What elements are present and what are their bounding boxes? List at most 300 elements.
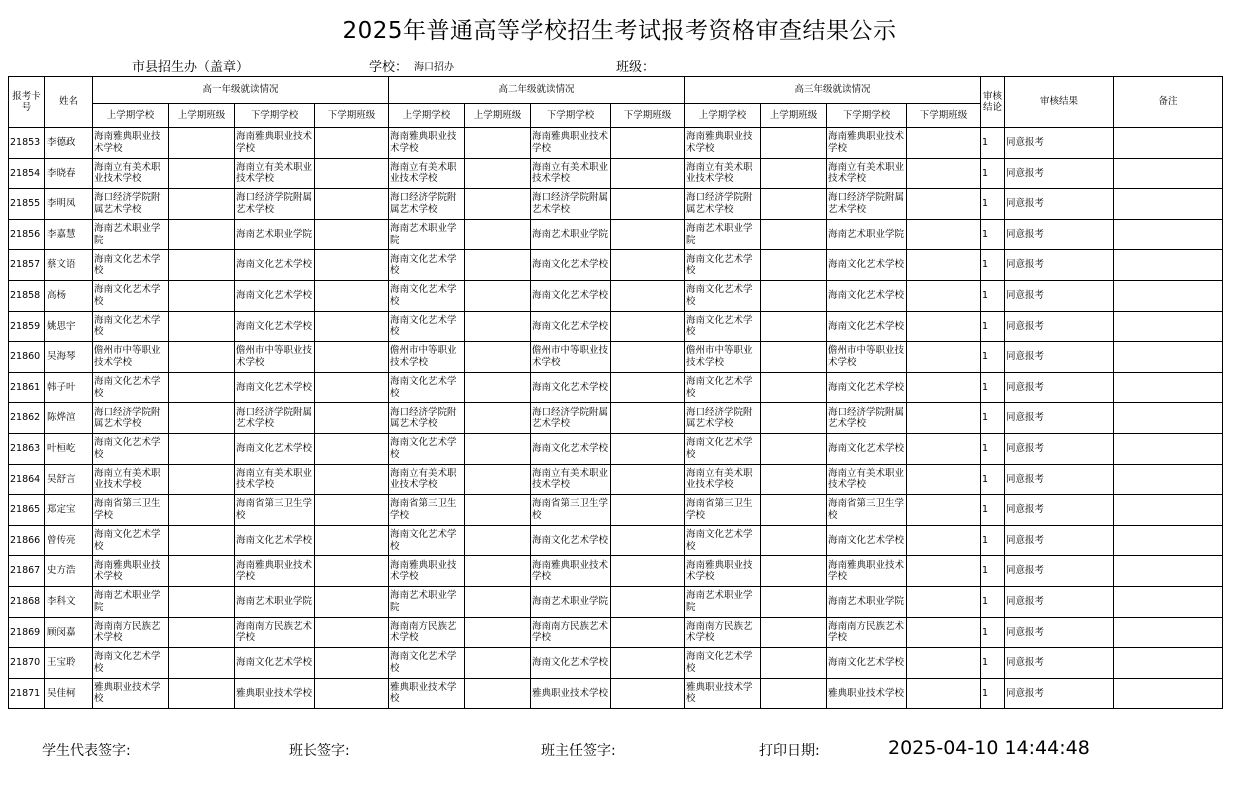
lower-class-cell — [907, 342, 981, 373]
upper-class-cell — [761, 403, 827, 434]
col-name-header: 姓名 — [45, 77, 93, 128]
student-rep-signature: 学生代表签字: — [42, 743, 131, 759]
upper-class-cell — [169, 219, 235, 250]
lower-school-cell: 海南立有美术职业技术学校 — [827, 158, 907, 189]
upper-class-cell — [761, 128, 827, 159]
upper-class-cell — [761, 342, 827, 373]
lower-class-cell — [907, 250, 981, 281]
note-cell — [1114, 403, 1223, 434]
result-cell: 同意报考 — [1005, 586, 1114, 617]
upper-class-cell — [169, 250, 235, 281]
sub-header: 下学期班级 — [315, 104, 389, 128]
lower-class-cell — [611, 280, 685, 311]
upper-school-cell: 海南立有美术职业技术学校 — [389, 464, 465, 495]
lower-class-cell — [907, 280, 981, 311]
upper-class-cell — [761, 158, 827, 189]
note-cell — [1114, 648, 1223, 679]
upper-class-cell — [169, 158, 235, 189]
lower-class-cell — [907, 403, 981, 434]
lower-class-cell — [611, 678, 685, 709]
upper-class-cell — [169, 372, 235, 403]
upper-school-cell: 海南省第三卫生学校 — [93, 495, 169, 526]
result-cell: 同意报考 — [1005, 342, 1114, 373]
upper-school-cell: 海南文化艺术学校 — [93, 311, 169, 342]
upper-school-cell: 海口经济学院附属艺术学校 — [685, 189, 761, 220]
lower-class-cell — [907, 372, 981, 403]
upper-school-cell: 海南文化艺术学校 — [685, 311, 761, 342]
result-cell: 同意报考 — [1005, 372, 1114, 403]
lower-class-cell — [611, 219, 685, 250]
student-name-cell: 史方浩 — [45, 556, 93, 587]
card-number-cell: 21856 — [9, 219, 45, 250]
upper-school-cell: 雅典职业技术学校 — [389, 678, 465, 709]
note-cell — [1114, 128, 1223, 159]
table-row — [9, 617, 1223, 648]
lower-class-cell — [315, 433, 389, 464]
lower-school-cell: 海南艺术职业学院 — [827, 586, 907, 617]
table-row — [9, 586, 1223, 617]
lower-school-cell: 海南文化艺术学校 — [235, 250, 315, 281]
lower-school-cell: 海南文化艺术学校 — [827, 648, 907, 679]
result-cell: 同意报考 — [1005, 128, 1114, 159]
lower-school-cell: 海南雅典职业技术学校 — [531, 128, 611, 159]
lower-class-cell — [907, 189, 981, 220]
lower-class-cell — [611, 648, 685, 679]
upper-class-cell — [169, 433, 235, 464]
upper-class-cell — [761, 250, 827, 281]
lower-class-cell — [611, 464, 685, 495]
card-number-cell: 21865 — [9, 495, 45, 526]
verdict-cell: 1 — [981, 158, 1005, 189]
results-table — [8, 76, 1223, 709]
sub-header: 上学期学校 — [389, 104, 465, 128]
col-verdict-header: 审核结论 — [981, 77, 1005, 128]
upper-school-cell: 海南立有美术职业技术学校 — [685, 464, 761, 495]
lower-class-cell — [907, 128, 981, 159]
upper-class-cell — [761, 556, 827, 587]
card-number-cell: 21857 — [9, 250, 45, 281]
sub-header: 下学期班级 — [611, 104, 685, 128]
upper-class-cell — [761, 678, 827, 709]
student-name-cell: 顾闵嘉 — [45, 617, 93, 648]
upper-school-cell: 海南文化艺术学校 — [389, 433, 465, 464]
upper-class-cell — [761, 464, 827, 495]
student-name-cell: 李明凤 — [45, 189, 93, 220]
lower-school-cell: 海口经济学院附属艺术学校 — [235, 189, 315, 220]
upper-school-cell: 海南文化艺术学校 — [389, 372, 465, 403]
sub-header: 下学期学校 — [531, 104, 611, 128]
table-row — [9, 128, 1223, 159]
card-number-cell: 21864 — [9, 464, 45, 495]
lower-class-cell — [907, 648, 981, 679]
upper-school-cell: 海南文化艺术学校 — [93, 250, 169, 281]
upper-class-cell — [761, 189, 827, 220]
print-date-label: 打印日期: — [759, 743, 820, 759]
lower-school-cell: 海南雅典职业技术学校 — [235, 128, 315, 159]
lower-class-cell — [907, 495, 981, 526]
upper-school-cell: 海南艺术职业学院 — [389, 219, 465, 250]
lower-class-cell — [907, 586, 981, 617]
lower-school-cell: 海南雅典职业技术学校 — [531, 556, 611, 587]
note-cell — [1114, 158, 1223, 189]
verdict-cell: 1 — [981, 556, 1005, 587]
upper-class-cell — [465, 128, 531, 159]
student-name-cell: 姚思宇 — [45, 311, 93, 342]
verdict-cell: 1 — [981, 617, 1005, 648]
lower-school-cell: 雅典职业技术学校 — [827, 678, 907, 709]
lower-class-cell — [611, 342, 685, 373]
upper-class-cell — [465, 403, 531, 434]
verdict-cell: 1 — [981, 495, 1005, 526]
upper-class-cell — [169, 648, 235, 679]
lower-school-cell: 海南南方民族艺术学校 — [531, 617, 611, 648]
table-row — [9, 403, 1223, 434]
upper-school-cell: 海南雅典职业技术学校 — [389, 128, 465, 159]
student-name-cell: 高杨 — [45, 280, 93, 311]
lower-class-cell — [907, 617, 981, 648]
lower-class-cell — [907, 525, 981, 556]
upper-school-cell: 海南雅典职业技术学校 — [685, 128, 761, 159]
note-cell — [1114, 189, 1223, 220]
student-name-cell: 吴佳柯 — [45, 678, 93, 709]
result-cell: 同意报考 — [1005, 678, 1114, 709]
lower-school-cell: 海南艺术职业学院 — [235, 219, 315, 250]
lower-school-cell: 海口经济学院附属艺术学校 — [235, 403, 315, 434]
lower-class-cell — [611, 250, 685, 281]
lower-class-cell — [315, 189, 389, 220]
upper-class-cell — [169, 280, 235, 311]
upper-class-cell — [465, 342, 531, 373]
upper-class-cell — [761, 219, 827, 250]
lower-school-cell: 海南雅典职业技术学校 — [235, 556, 315, 587]
student-name-cell: 李嘉慧 — [45, 219, 93, 250]
sub-header: 上学期班级 — [465, 104, 531, 128]
lower-class-cell — [611, 372, 685, 403]
table-row — [9, 678, 1223, 709]
lower-class-cell — [315, 250, 389, 281]
card-number-cell: 21863 — [9, 433, 45, 464]
lower-class-cell — [315, 280, 389, 311]
upper-class-cell — [169, 403, 235, 434]
upper-class-cell — [169, 128, 235, 159]
result-cell: 同意报考 — [1005, 617, 1114, 648]
sub-header: 下学期学校 — [827, 104, 907, 128]
upper-class-cell — [465, 495, 531, 526]
upper-school-cell: 雅典职业技术学校 — [685, 678, 761, 709]
lower-class-cell — [315, 311, 389, 342]
lower-class-cell — [611, 495, 685, 526]
lower-class-cell — [315, 556, 389, 587]
upper-school-cell: 海南南方民族艺术学校 — [93, 617, 169, 648]
col-note-header: 备注 — [1114, 77, 1223, 128]
verdict-cell: 1 — [981, 433, 1005, 464]
lower-school-cell: 海南文化艺术学校 — [827, 250, 907, 281]
table-row — [9, 372, 1223, 403]
result-cell: 同意报考 — [1005, 403, 1114, 434]
grade2-header: 高二年级就读情况 — [389, 77, 685, 104]
lower-school-cell: 雅典职业技术学校 — [531, 678, 611, 709]
upper-class-cell — [761, 280, 827, 311]
upper-class-cell — [465, 250, 531, 281]
upper-class-cell — [465, 311, 531, 342]
upper-school-cell: 海南南方民族艺术学校 — [685, 617, 761, 648]
table-row — [9, 433, 1223, 464]
student-name-cell: 叶桓屹 — [45, 433, 93, 464]
upper-class-cell — [169, 342, 235, 373]
lower-class-cell — [611, 189, 685, 220]
result-cell: 同意报考 — [1005, 525, 1114, 556]
upper-school-cell: 海南文化艺术学校 — [685, 648, 761, 679]
result-cell: 同意报考 — [1005, 433, 1114, 464]
upper-class-cell — [465, 586, 531, 617]
upper-class-cell — [465, 525, 531, 556]
table-row — [9, 495, 1223, 526]
upper-school-cell: 海南文化艺术学校 — [389, 280, 465, 311]
lower-school-cell: 海南文化艺术学校 — [235, 433, 315, 464]
upper-school-cell: 海南立有美术职业技术学校 — [685, 158, 761, 189]
lower-school-cell: 海南雅典职业技术学校 — [827, 556, 907, 587]
card-number-cell: 21869 — [9, 617, 45, 648]
lower-school-cell: 海南立有美术职业技术学校 — [531, 464, 611, 495]
upper-school-cell: 儋州市中等职业技术学校 — [93, 342, 169, 373]
student-name-cell: 李科文 — [45, 586, 93, 617]
verdict-cell: 1 — [981, 586, 1005, 617]
note-cell — [1114, 556, 1223, 587]
lower-class-cell — [315, 586, 389, 617]
lower-class-cell — [315, 464, 389, 495]
upper-class-cell — [465, 433, 531, 464]
lower-school-cell: 海南文化艺术学校 — [235, 280, 315, 311]
lower-school-cell: 海南文化艺术学校 — [827, 311, 907, 342]
note-cell — [1114, 219, 1223, 250]
school-label: 学校： — [369, 60, 409, 75]
upper-school-cell: 海南文化艺术学校 — [685, 372, 761, 403]
result-cell: 同意报考 — [1005, 219, 1114, 250]
upper-class-cell — [169, 311, 235, 342]
lower-school-cell: 海南文化艺术学校 — [235, 311, 315, 342]
result-cell: 同意报考 — [1005, 311, 1114, 342]
upper-school-cell: 海南文化艺术学校 — [93, 525, 169, 556]
lower-school-cell: 海南文化艺术学校 — [235, 648, 315, 679]
student-name-cell: 李晓春 — [45, 158, 93, 189]
lower-class-cell — [907, 556, 981, 587]
upper-class-cell — [465, 372, 531, 403]
lower-school-cell: 海南省第三卫生学校 — [827, 495, 907, 526]
col-result-header: 审核结果 — [1005, 77, 1114, 128]
verdict-cell: 1 — [981, 342, 1005, 373]
upper-school-cell: 海南文化艺术学校 — [93, 280, 169, 311]
upper-class-cell — [761, 586, 827, 617]
note-cell — [1114, 342, 1223, 373]
upper-school-cell: 海南文化艺术学校 — [389, 648, 465, 679]
note-cell — [1114, 525, 1223, 556]
lower-school-cell: 海南省第三卫生学校 — [235, 495, 315, 526]
verdict-cell: 1 — [981, 464, 1005, 495]
col-card-header: 报考卡号 — [9, 77, 45, 128]
school-value: 海口招办 — [414, 62, 454, 73]
lower-school-cell: 海南艺术职业学院 — [827, 219, 907, 250]
upper-school-cell: 海口经济学院附属艺术学校 — [93, 189, 169, 220]
lower-school-cell: 海南艺术职业学院 — [531, 586, 611, 617]
upper-class-cell — [761, 648, 827, 679]
upper-class-cell — [465, 617, 531, 648]
lower-class-cell — [611, 617, 685, 648]
teacher-signature: 班主任签字: — [541, 743, 616, 759]
lower-class-cell — [611, 525, 685, 556]
note-cell — [1114, 586, 1223, 617]
grade3-header: 高三年级就读情况 — [685, 77, 981, 104]
verdict-cell: 1 — [981, 372, 1005, 403]
lower-class-cell — [611, 128, 685, 159]
upper-school-cell: 海南艺术职业学院 — [93, 586, 169, 617]
sub-header: 下学期班级 — [907, 104, 981, 128]
lower-school-cell: 儋州市中等职业技术学校 — [827, 342, 907, 373]
upper-school-cell: 海南雅典职业技术学校 — [389, 556, 465, 587]
note-cell — [1114, 372, 1223, 403]
upper-school-cell: 海南文化艺术学校 — [685, 250, 761, 281]
card-number-cell: 21860 — [9, 342, 45, 373]
card-number-cell: 21855 — [9, 189, 45, 220]
lower-class-cell — [611, 403, 685, 434]
note-cell — [1114, 678, 1223, 709]
verdict-cell: 1 — [981, 189, 1005, 220]
sub-header: 上学期学校 — [93, 104, 169, 128]
lower-school-cell: 海南文化艺术学校 — [531, 525, 611, 556]
upper-school-cell: 海南文化艺术学校 — [389, 525, 465, 556]
lower-school-cell: 海口经济学院附属艺术学校 — [531, 403, 611, 434]
lower-school-cell: 雅典职业技术学校 — [235, 678, 315, 709]
lower-school-cell: 海口经济学院附属艺术学校 — [827, 189, 907, 220]
lower-school-cell: 海南文化艺术学校 — [531, 311, 611, 342]
card-number-cell: 21870 — [9, 648, 45, 679]
upper-school-cell: 海南立有美术职业技术学校 — [93, 464, 169, 495]
lower-class-cell — [315, 525, 389, 556]
upper-class-cell — [465, 464, 531, 495]
lower-class-cell — [907, 433, 981, 464]
note-cell — [1114, 617, 1223, 648]
verdict-cell: 1 — [981, 128, 1005, 159]
upper-school-cell: 海南艺术职业学院 — [685, 219, 761, 250]
upper-class-cell — [169, 464, 235, 495]
lower-school-cell: 海南文化艺术学校 — [235, 372, 315, 403]
sub-header: 下学期学校 — [235, 104, 315, 128]
lower-school-cell: 海南南方民族艺术学校 — [235, 617, 315, 648]
lower-class-cell — [315, 678, 389, 709]
verdict-cell: 1 — [981, 219, 1005, 250]
result-cell: 同意报考 — [1005, 280, 1114, 311]
print-date-value: 2025-04-10 14:44:48 — [888, 737, 1090, 759]
card-number-cell: 21866 — [9, 525, 45, 556]
note-cell — [1114, 464, 1223, 495]
lower-class-cell — [315, 648, 389, 679]
lower-school-cell: 海南文化艺术学校 — [531, 280, 611, 311]
lower-class-cell — [315, 403, 389, 434]
lower-class-cell — [611, 433, 685, 464]
note-cell — [1114, 250, 1223, 281]
upper-school-cell: 雅典职业技术学校 — [93, 678, 169, 709]
sub-header: 上学期班级 — [169, 104, 235, 128]
lower-class-cell — [907, 311, 981, 342]
lower-school-cell: 海南艺术职业学院 — [531, 219, 611, 250]
upper-class-cell — [465, 280, 531, 311]
lower-school-cell: 海南文化艺术学校 — [827, 280, 907, 311]
student-name-cell: 王宝聆 — [45, 648, 93, 679]
lower-class-cell — [315, 219, 389, 250]
lower-class-cell — [907, 678, 981, 709]
student-name-cell: 李德政 — [45, 128, 93, 159]
upper-school-cell: 海南文化艺术学校 — [389, 250, 465, 281]
card-number-cell: 21858 — [9, 280, 45, 311]
lower-class-cell — [315, 158, 389, 189]
upper-school-cell: 海口经济学院附属艺术学校 — [685, 403, 761, 434]
upper-school-cell: 海南文化艺术学校 — [685, 525, 761, 556]
table-row — [9, 189, 1223, 220]
note-cell — [1114, 311, 1223, 342]
upper-class-cell — [169, 678, 235, 709]
upper-school-cell: 海南雅典职业技术学校 — [685, 556, 761, 587]
table-row — [9, 556, 1223, 587]
office-label: 市县招生办（盖章） — [132, 60, 250, 75]
card-number-cell: 21861 — [9, 372, 45, 403]
upper-school-cell: 海南文化艺术学校 — [685, 433, 761, 464]
table-body — [9, 128, 1223, 709]
lower-class-cell — [611, 556, 685, 587]
upper-school-cell: 海南艺术职业学院 — [93, 219, 169, 250]
upper-school-cell: 海口经济学院附属艺术学校 — [389, 189, 465, 220]
verdict-cell: 1 — [981, 403, 1005, 434]
lower-school-cell: 海南文化艺术学校 — [235, 525, 315, 556]
upper-school-cell: 海南文化艺术学校 — [93, 433, 169, 464]
card-number-cell: 21867 — [9, 556, 45, 587]
lower-school-cell: 儋州市中等职业技术学校 — [531, 342, 611, 373]
student-name-cell: 吴舒言 — [45, 464, 93, 495]
grade1-header: 高一年级就读情况 — [93, 77, 389, 104]
lower-school-cell: 海南省第三卫生学校 — [531, 495, 611, 526]
verdict-cell: 1 — [981, 648, 1005, 679]
upper-school-cell: 海口经济学院附属艺术学校 — [93, 403, 169, 434]
table-row — [9, 525, 1223, 556]
student-name-cell: 郑定宝 — [45, 495, 93, 526]
lower-school-cell: 海口经济学院附属艺术学校 — [827, 403, 907, 434]
monitor-signature: 班长签字: — [289, 743, 350, 759]
sub-header: 上学期班级 — [761, 104, 827, 128]
lower-school-cell: 海南文化艺术学校 — [827, 372, 907, 403]
student-name-cell: 蔡文语 — [45, 250, 93, 281]
note-cell — [1114, 433, 1223, 464]
student-name-cell: 韩子叶 — [45, 372, 93, 403]
upper-school-cell: 海口经济学院附属艺术学校 — [389, 403, 465, 434]
verdict-cell: 1 — [981, 280, 1005, 311]
upper-school-cell: 海南雅典职业技术学校 — [93, 556, 169, 587]
result-cell: 同意报考 — [1005, 189, 1114, 220]
upper-class-cell — [465, 158, 531, 189]
lower-class-cell — [315, 495, 389, 526]
result-cell: 同意报考 — [1005, 495, 1114, 526]
lower-school-cell: 海南文化艺术学校 — [827, 433, 907, 464]
upper-school-cell: 海南文化艺术学校 — [685, 280, 761, 311]
lower-class-cell — [315, 372, 389, 403]
lower-class-cell — [315, 128, 389, 159]
lower-school-cell: 儋州市中等职业技术学校 — [235, 342, 315, 373]
lower-school-cell: 海南雅典职业技术学校 — [827, 128, 907, 159]
lower-class-cell — [907, 219, 981, 250]
upper-school-cell: 海南文化艺术学校 — [93, 648, 169, 679]
upper-class-cell — [465, 189, 531, 220]
verdict-cell: 1 — [981, 525, 1005, 556]
upper-school-cell: 海南文化艺术学校 — [93, 372, 169, 403]
lower-class-cell — [611, 311, 685, 342]
table-row — [9, 311, 1223, 342]
